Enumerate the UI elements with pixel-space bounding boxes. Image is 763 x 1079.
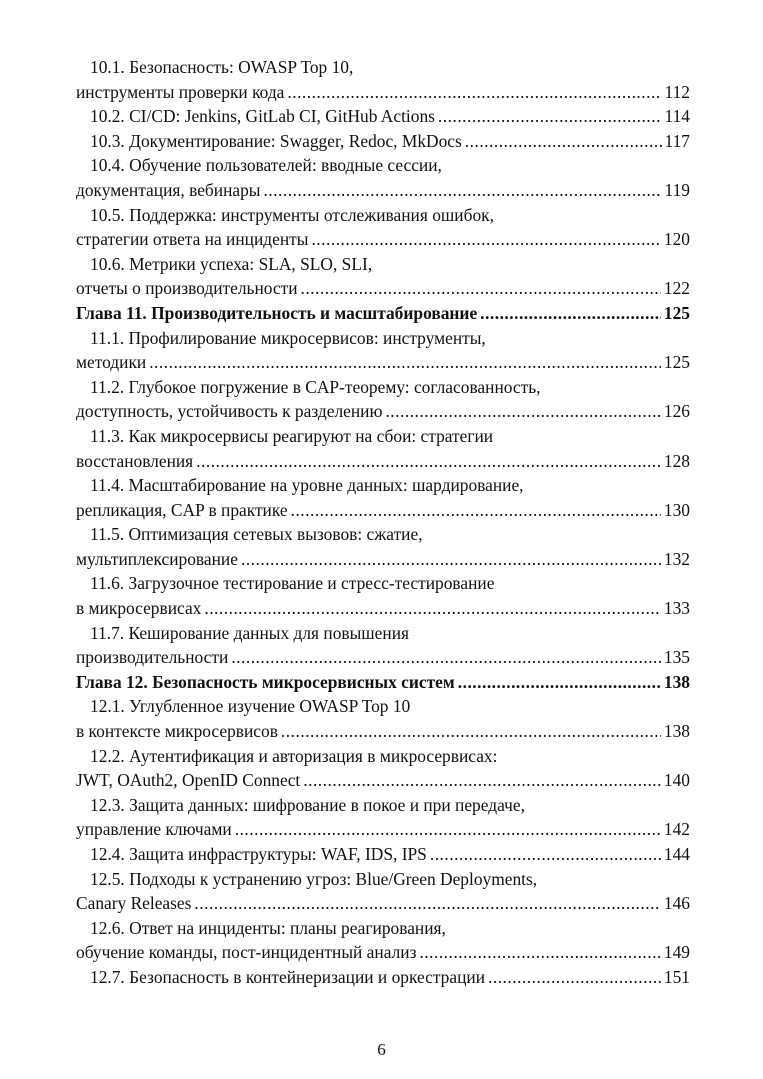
toc-entry-title-line: 10.1. Безопасность: OWASP Top 10, bbox=[90, 57, 354, 77]
dot-leader bbox=[194, 891, 660, 916]
toc-page-number: 112 bbox=[664, 81, 690, 102]
toc-entry-title-line: 10.6. Метрики успеха: SLA, SLO, SLI, bbox=[90, 253, 373, 274]
toc-entry-title-line: управление ключами bbox=[76, 819, 232, 840]
dot-leader bbox=[263, 178, 661, 203]
toc-entry-title-line: стратегии ответа на инциденты bbox=[76, 229, 309, 250]
toc-section-entry bbox=[76, 326, 690, 375]
toc-entry-row bbox=[90, 965, 690, 990]
toc-entry-title-line: производительности bbox=[76, 647, 229, 668]
toc-entry-title-line: 11.1. Профилирование микросервисов: инструменты, bbox=[90, 327, 486, 348]
toc-section-entry bbox=[76, 203, 690, 252]
dot-leader bbox=[231, 645, 661, 670]
toc-page-number: 125 bbox=[663, 352, 690, 373]
toc-page-number: 119 bbox=[664, 179, 690, 200]
toc-section-entry bbox=[76, 129, 690, 154]
toc-section-entry bbox=[76, 867, 690, 916]
toc-section-entry bbox=[76, 473, 690, 522]
dot-leader bbox=[438, 104, 662, 129]
toc-entry-title-line: 12.1. Углубленное изучение OWASP Top 10 bbox=[90, 696, 411, 717]
toc-entry-row bbox=[76, 940, 690, 965]
toc-entry-row bbox=[76, 645, 690, 670]
toc-entry-title-line: инструменты проверки кода bbox=[76, 81, 285, 102]
toc-entry-row bbox=[76, 768, 690, 793]
toc-page-number: 117 bbox=[664, 130, 690, 151]
toc-page-number: 125 bbox=[663, 302, 690, 323]
dot-leader bbox=[235, 817, 661, 842]
toc-entry-row bbox=[76, 891, 690, 916]
toc-entry-row bbox=[76, 596, 690, 621]
toc-entry-title-line: 12.6. Ответ на инциденты: планы реагирования, bbox=[90, 917, 446, 938]
toc-section-entry bbox=[76, 621, 690, 670]
toc-chapter-entry bbox=[76, 670, 690, 695]
toc-entry-title-line: в микросервисах bbox=[76, 598, 202, 619]
toc-entry-title-line: Глава 11. Производительность и масштабирование bbox=[76, 302, 478, 323]
toc-entry-row bbox=[76, 301, 690, 326]
toc-entry-row bbox=[76, 817, 690, 842]
toc-entry-row bbox=[90, 842, 690, 867]
dot-leader bbox=[301, 276, 661, 301]
table-of-contents bbox=[76, 55, 690, 990]
toc-page-number: 146 bbox=[663, 893, 690, 914]
toc-entry-row bbox=[76, 670, 690, 695]
toc-page-number: 120 bbox=[663, 229, 690, 250]
toc-entry-title-line: репликация, CAP в практике bbox=[76, 499, 288, 520]
toc-section-entry bbox=[76, 424, 690, 473]
toc-entry-row bbox=[76, 80, 690, 105]
toc-page-number: 130 bbox=[663, 499, 690, 520]
toc-entry-title-line: 10.4. Обучение пользователей: вводные сессии, bbox=[90, 155, 442, 176]
toc-section-entry bbox=[76, 55, 690, 104]
toc-entry-row bbox=[76, 350, 690, 375]
toc-entry-title-line: 11.7. Кеширование данных для повышения bbox=[90, 622, 410, 643]
toc-page-number: 132 bbox=[663, 548, 690, 569]
dot-leader bbox=[241, 547, 661, 572]
toc-section-entry bbox=[76, 252, 690, 301]
toc-page-number: 142 bbox=[663, 819, 690, 840]
toc-section-entry bbox=[76, 744, 690, 793]
toc-entry-title-line: 10.2. CI/CD: Jenkins, GitLab CI, GitHub Actions bbox=[90, 106, 435, 127]
toc-entry-title-line: 12.4. Защита инфраструктуры: WAF, IDS, IPS bbox=[90, 844, 427, 864]
toc-page-number: 133 bbox=[663, 598, 690, 619]
dot-leader bbox=[287, 80, 661, 105]
toc-entry-title-line: JWT, OAuth2, OpenID Connect bbox=[76, 770, 301, 791]
toc-page-number: 126 bbox=[663, 401, 690, 422]
toc-section-entry bbox=[76, 522, 690, 571]
toc-entry-row bbox=[76, 547, 690, 572]
toc-entry-title-line: документация, вебинары bbox=[76, 179, 261, 200]
toc-entry-title-line: мультиплексирование bbox=[76, 548, 238, 569]
toc-entry-title-line: Глава 12. Безопасность микросервисных систем bbox=[76, 671, 455, 692]
dot-leader bbox=[204, 596, 661, 621]
toc-entry-title-line: 11.2. Глубокое погружение в CAP-теорему: согласованность, bbox=[90, 376, 541, 397]
dot-leader bbox=[311, 227, 660, 252]
toc-entry-row bbox=[76, 449, 690, 474]
toc-section-entry bbox=[76, 571, 690, 620]
toc-section-entry bbox=[76, 375, 690, 424]
toc-entry-title-line: Canary Releases bbox=[76, 893, 192, 914]
toc-chapter-entry bbox=[76, 301, 690, 326]
toc-page-number: 140 bbox=[663, 770, 690, 791]
toc-section-entry bbox=[76, 104, 690, 129]
toc-entry-row bbox=[76, 498, 690, 523]
toc-entry-title-line: 12.5. Подходы к устранению угроз: Blue/Green Deployments, bbox=[90, 868, 538, 889]
toc-page-number: 114 bbox=[664, 106, 690, 127]
toc-entry-row bbox=[76, 227, 690, 252]
toc-entry-row bbox=[90, 129, 690, 154]
dot-leader bbox=[196, 449, 661, 474]
toc-page-number: 138 bbox=[663, 671, 690, 692]
toc-page-number: 151 bbox=[663, 966, 690, 987]
toc-entry-title-line: восстановления bbox=[76, 450, 194, 471]
dot-leader bbox=[458, 670, 661, 695]
toc-entry-title-line: 11.3. Как микросервисы реагируют на сбои: стратегии bbox=[90, 425, 494, 446]
dot-leader bbox=[303, 768, 661, 793]
toc-entry-row bbox=[76, 719, 690, 744]
toc-entry-title-line: 10.5. Поддержка: инструменты отслеживания ошибок, bbox=[90, 204, 494, 225]
dot-leader bbox=[430, 842, 661, 867]
toc-entry-title-line: 12.3. Защита данных: шифрование в покое и при передаче, bbox=[90, 794, 525, 815]
dot-leader bbox=[291, 498, 661, 523]
toc-page-number: 128 bbox=[663, 450, 690, 471]
toc-entry-title-line: 11.4. Масштабирование на уровне данных: шардирование, bbox=[90, 475, 524, 496]
dot-leader bbox=[419, 940, 660, 965]
toc-entry-title-line: методики bbox=[76, 352, 147, 373]
toc-entry-title-line: в контексте микросервисов bbox=[76, 721, 278, 742]
toc-page-number: 144 bbox=[663, 844, 690, 864]
toc-entry-row bbox=[76, 399, 690, 424]
toc-page-number: 122 bbox=[663, 278, 690, 299]
toc-entry-title-line: 12.2. Аутентификация и авторизация в микросервисах: bbox=[90, 745, 498, 766]
toc-page-number: 149 bbox=[663, 942, 690, 963]
page-number: 6 bbox=[377, 1040, 386, 1059]
toc-entry-title-line: 11.5. Оптимизация сетевых вызовов: сжатие, bbox=[90, 524, 423, 545]
toc-entry-title-line: 10.3. Документирование: Swagger, Redoc, MkDocs bbox=[90, 130, 462, 151]
dot-leader bbox=[488, 965, 661, 990]
dot-leader bbox=[149, 350, 661, 375]
toc-entry-row bbox=[90, 104, 690, 129]
toc-section-entry bbox=[76, 916, 690, 965]
dot-leader bbox=[281, 719, 661, 744]
toc-entry-title-line: 12.7. Безопасность в контейнеризации и оркестрации bbox=[90, 966, 485, 987]
dot-leader bbox=[480, 301, 661, 326]
toc-entry-row bbox=[76, 276, 690, 301]
toc-entry-row bbox=[76, 178, 690, 203]
toc-section-entry bbox=[76, 153, 690, 202]
toc-entry-title-line: 11.6. Загрузочное тестирование и стресс-тестирование bbox=[90, 573, 495, 594]
toc-section-entry bbox=[76, 965, 690, 990]
toc-entry-title-line: отчеты о производительности bbox=[76, 278, 298, 299]
dot-leader bbox=[385, 399, 660, 424]
toc-page-number: 138 bbox=[663, 721, 690, 742]
dot-leader bbox=[465, 129, 662, 154]
toc-section-entry bbox=[76, 694, 690, 743]
toc-section-entry bbox=[76, 793, 690, 842]
toc-page-number: 135 bbox=[663, 647, 690, 668]
toc-entry-title-line: доступность, устойчивость к разделению bbox=[76, 401, 383, 422]
toc-section-entry bbox=[76, 842, 690, 867]
toc-entry-title-line: обучение команды, пост-инцидентный анализ bbox=[76, 942, 417, 963]
